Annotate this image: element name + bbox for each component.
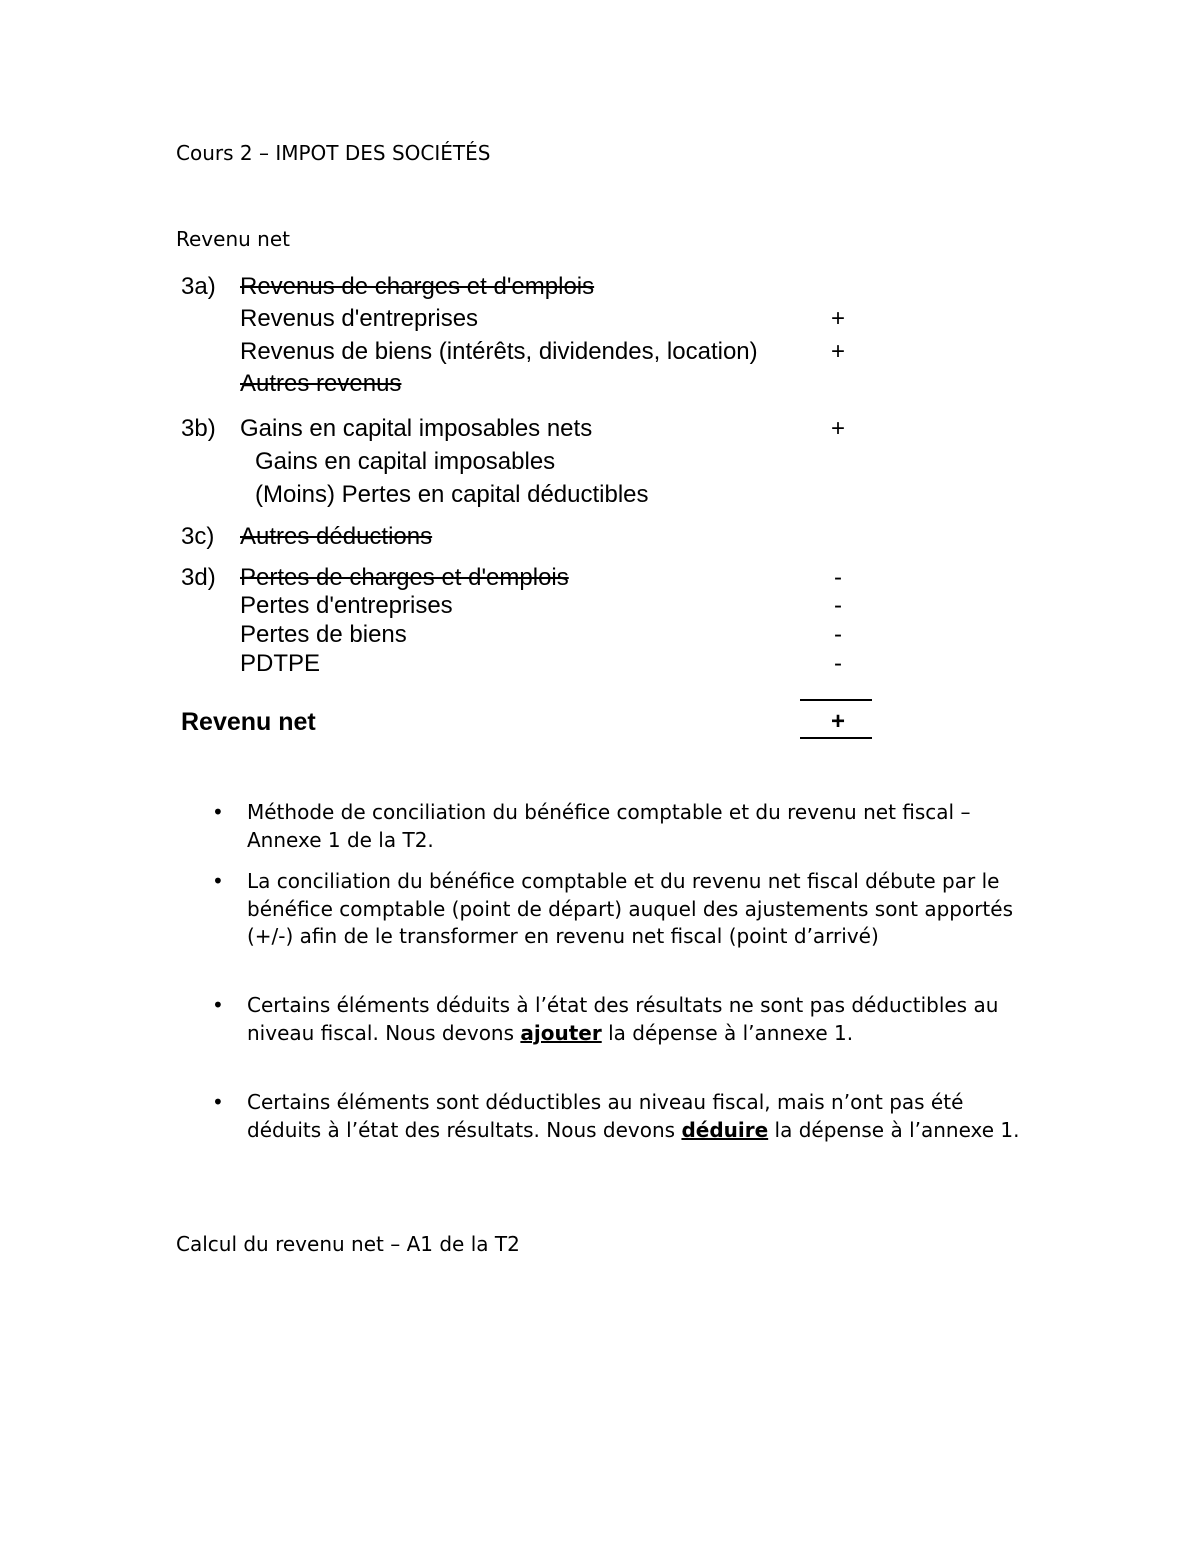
bullet-marker: • (212, 1090, 224, 1114)
row-label: PDTPE (240, 650, 321, 677)
row-sign: + (830, 338, 845, 365)
row-sign: - (834, 592, 842, 619)
page-title: Cours 2 – IMPOT DES SOCIÉTÉS (176, 141, 491, 165)
total-label: Revenu net (181, 708, 316, 736)
bullet-text: Méthode de conciliation du bénéfice comptable et du revenu net fiscal – Annexe 1 de la T2. (247, 800, 971, 852)
bullet-text: Certains éléments déduits à l’état des résultats ne sont pas déductibles au niveau fiscal. Nous devons (247, 993, 999, 1045)
row-sign: + (830, 305, 845, 332)
row-label: Pertes de charges et d'emplois (240, 564, 569, 591)
emphasis-word: ajouter (520, 1020, 602, 1045)
total-sign: + (830, 708, 845, 735)
row-label: Pertes d'entreprises (240, 592, 453, 619)
bullet-text: Certains éléments sont déductibles au niveau fiscal, mais n’ont pas été déduits à l’état des résultats. Nous devons (247, 1090, 964, 1142)
bullet-text: la dépense à l’annexe 1. (601, 1020, 854, 1045)
bullet-marker: • (212, 800, 224, 824)
row-code: 3b) (181, 415, 216, 442)
section-footer-heading: Calcul du revenu net – A1 de la T2 (176, 1232, 520, 1256)
row-label: Autres déductions (240, 523, 433, 550)
row-sign: - (834, 621, 842, 648)
row-code: 3c) (181, 523, 215, 550)
bullet-text: La conciliation du bénéfice comptable et du revenu net fiscal débute par le bénéfice comptable (point de départ) auquel des ajustements sont apportés (+/-) afin de le transformer en revenu net fiscal (point d’arrivé) (247, 869, 1013, 948)
bullet-text: la dépense à l’annexe 1. (768, 1117, 1020, 1142)
row-sign: + (830, 415, 845, 442)
row-label: Pertes de biens (240, 621, 407, 648)
row-code: 3a) (181, 273, 216, 300)
bullet-marker: • (212, 993, 224, 1017)
row-sign: - (834, 650, 842, 677)
total-top-rule (800, 699, 872, 701)
bullet-item (212, 799, 1027, 854)
row-label: (Moins) Pertes en capital déductibles (255, 481, 649, 508)
emphasis-word: déduire (681, 1117, 769, 1142)
row-label: Revenus de biens (intérêts, dividendes, location) (240, 338, 758, 365)
row-label: Gains en capital imposables nets (240, 415, 593, 442)
bullet-marker: • (212, 869, 224, 893)
row-code: 3d) (181, 564, 216, 591)
row-label: Revenus de charges et d'emplois (240, 273, 595, 300)
bullet-item (212, 992, 1027, 1047)
row-label: Gains en capital imposables (255, 448, 556, 475)
bullet-item (212, 868, 1027, 951)
section-subtitle: Revenu net (176, 227, 290, 251)
row-sign: - (834, 564, 842, 591)
row-label: Autres revenus (240, 370, 402, 397)
bullet-item (212, 1089, 1027, 1144)
row-label: Revenus d'entreprises (240, 305, 479, 332)
total-bottom-rule (800, 737, 872, 739)
